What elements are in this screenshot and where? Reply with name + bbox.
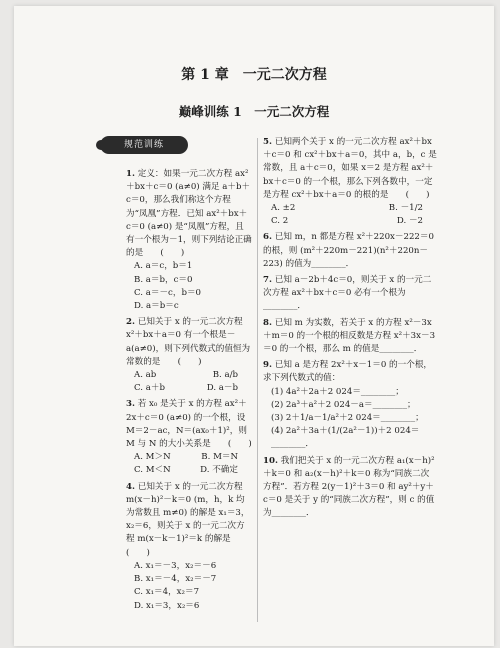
question-6: [263, 231, 437, 271]
question-number: 6.: [263, 232, 272, 243]
option: B. a＝b，c＝0: [134, 274, 193, 285]
option: D. －2: [396, 216, 423, 227]
option: B. a/b: [212, 370, 238, 381]
option: C. x₁＝4，x₂＝7: [134, 587, 200, 598]
question-number: 4.: [126, 481, 135, 492]
section-badge: 规范训练: [100, 136, 188, 154]
question-4: [126, 481, 252, 613]
question-text: 若 x₀ 是关于 x 的方程 ax²＋2x＋c＝0 (a≠0) 的一个根，设 M＝2－ac，N＝(ax₀＋1)²，则 M 与 N 的大小关系是 ( ): [126, 399, 252, 450]
question-10: [263, 455, 437, 521]
question-text: 已知 a－2b＋4c＝0，则关于 x 的一元二次方程 ax²＋bx＋c＝0 必有一个根为________．: [263, 275, 432, 312]
option: D. a＝b＝c: [134, 301, 179, 312]
question-number: 7.: [263, 275, 272, 286]
option: D. a－b: [206, 383, 238, 394]
option: A. M＞N: [134, 452, 171, 463]
document-page: [14, 6, 494, 646]
option: D. 不确定: [200, 465, 238, 476]
chapter-title: 第 1 章 一元二次方程: [181, 67, 327, 83]
question-number: 3.: [126, 399, 135, 410]
option: C. a＝－c，b＝0: [134, 287, 202, 298]
question-text: 已知 a 是方程 2x²＋x－1＝0 的一个根，求下列代数式的值：: [263, 360, 433, 384]
question-3: [126, 398, 252, 477]
question-5: [263, 136, 437, 228]
sub-question: (2) 2a³＋a²＋2 024－a＝________；: [271, 399, 416, 410]
option: A. a＝c，b＝1: [134, 261, 193, 272]
option: A. x₁＝－3，x₂＝－6: [134, 560, 217, 571]
sub-question: (4) 2a²＋3a＋(1/(2a²－1))＋2 024＝________．: [271, 426, 420, 450]
question-number: 1.: [126, 169, 135, 179]
column-divider: [257, 138, 258, 622]
question-text: 定义：如果一元二次方程 ax²＋bx＋c＝0 (a≠0) 满足 a＋b＋c＝0，那么我们称这个方程为“凤凰”方程．已知 ax²＋bx＋c＝0 (a≠0) 是“凤凰”方程，且有一个根为－1，则下列结论正确的是 ( ): [126, 169, 252, 259]
sub-question: (1) 4a²＋2a＋2 024＝________；: [271, 386, 404, 397]
question-7: [263, 274, 437, 314]
question-text: 已知 m，n 都是方程 x²＋220x－222＝0 的根，则 (m²＋220m－221)(n²＋220n－223) 的值为________．: [263, 232, 434, 269]
question-number: 9.: [263, 360, 272, 371]
question-1: [126, 168, 252, 313]
question-number: 8.: [263, 317, 272, 328]
option: A. ab: [134, 370, 157, 381]
question-8: [263, 317, 437, 357]
question-text: 我们把关于 x 的一元二次方程 a₁(x－h)²＋k＝0 和 a₂(x－h)²＋k＝0 称为“同族二次方程”．若方程 2(y－1)²＋3＝0 和 ay²＋y＋c＝0 是关于 y 的“同族二次方程”，则 c 的值为________．: [263, 455, 435, 519]
question-number: 5.: [263, 137, 272, 147]
question-text: 已知关于 x 的一元二次方程 x²＋bx＋a＝0 有一个根是－a(a≠0)，则下列代数式的值恒为常数的是 ( ): [126, 317, 251, 367]
right-column: [263, 136, 437, 524]
option: C. a＋b: [134, 383, 165, 394]
question-number: 10.: [263, 455, 278, 466]
question-9: [263, 359, 437, 451]
question-2: [126, 316, 252, 395]
option: B. －1/2: [388, 203, 423, 214]
question-text: 已知关于 x 的一元二次方程 m(x－h)²－k＝0 (m，h，k 均为常数且 m≠0) 的解是 x₁＝3，x₂＝6，则关于 x 的一元二次方程 m(x－k－1)²＝k 的解是 ( ): [126, 481, 250, 558]
lesson-title: 巅峰训练 1 一元二次方程: [178, 104, 330, 119]
option: C. M＜N: [134, 465, 171, 476]
left-column: [126, 168, 252, 616]
sub-question: (3) 2＋1/a－1/a²＋2 024＝________；: [271, 413, 424, 424]
option: B. M＝N: [201, 452, 238, 463]
option: C. 2: [271, 216, 289, 227]
question-text: 已知 m 为实数，若关于 x 的方程 x²－3x＋m＝0 的一个根的相反数是方程 x²＋3x－3＝0 的一个根，那么 m 的值是________．: [263, 317, 436, 355]
option: D. x₁＝3，x₂＝6: [134, 600, 200, 611]
option: A. ±2: [271, 203, 296, 214]
question-text: 已知两个关于 x 的一元二次方程 ax²＋bx＋c＝0 和 cx²＋bx＋a＝0，其中 a，b，c 是常数，且 a＋c＝0，如果 x＝2 是方程 ax²＋bx＋c＝0 的一个根，那么下列各数中，一定是方程 cx²＋bx＋a＝0 的根的是 ( ): [263, 137, 437, 200]
option: B. x₁＝－4，x₂＝－7: [134, 574, 217, 585]
question-number: 2.: [126, 317, 135, 328]
